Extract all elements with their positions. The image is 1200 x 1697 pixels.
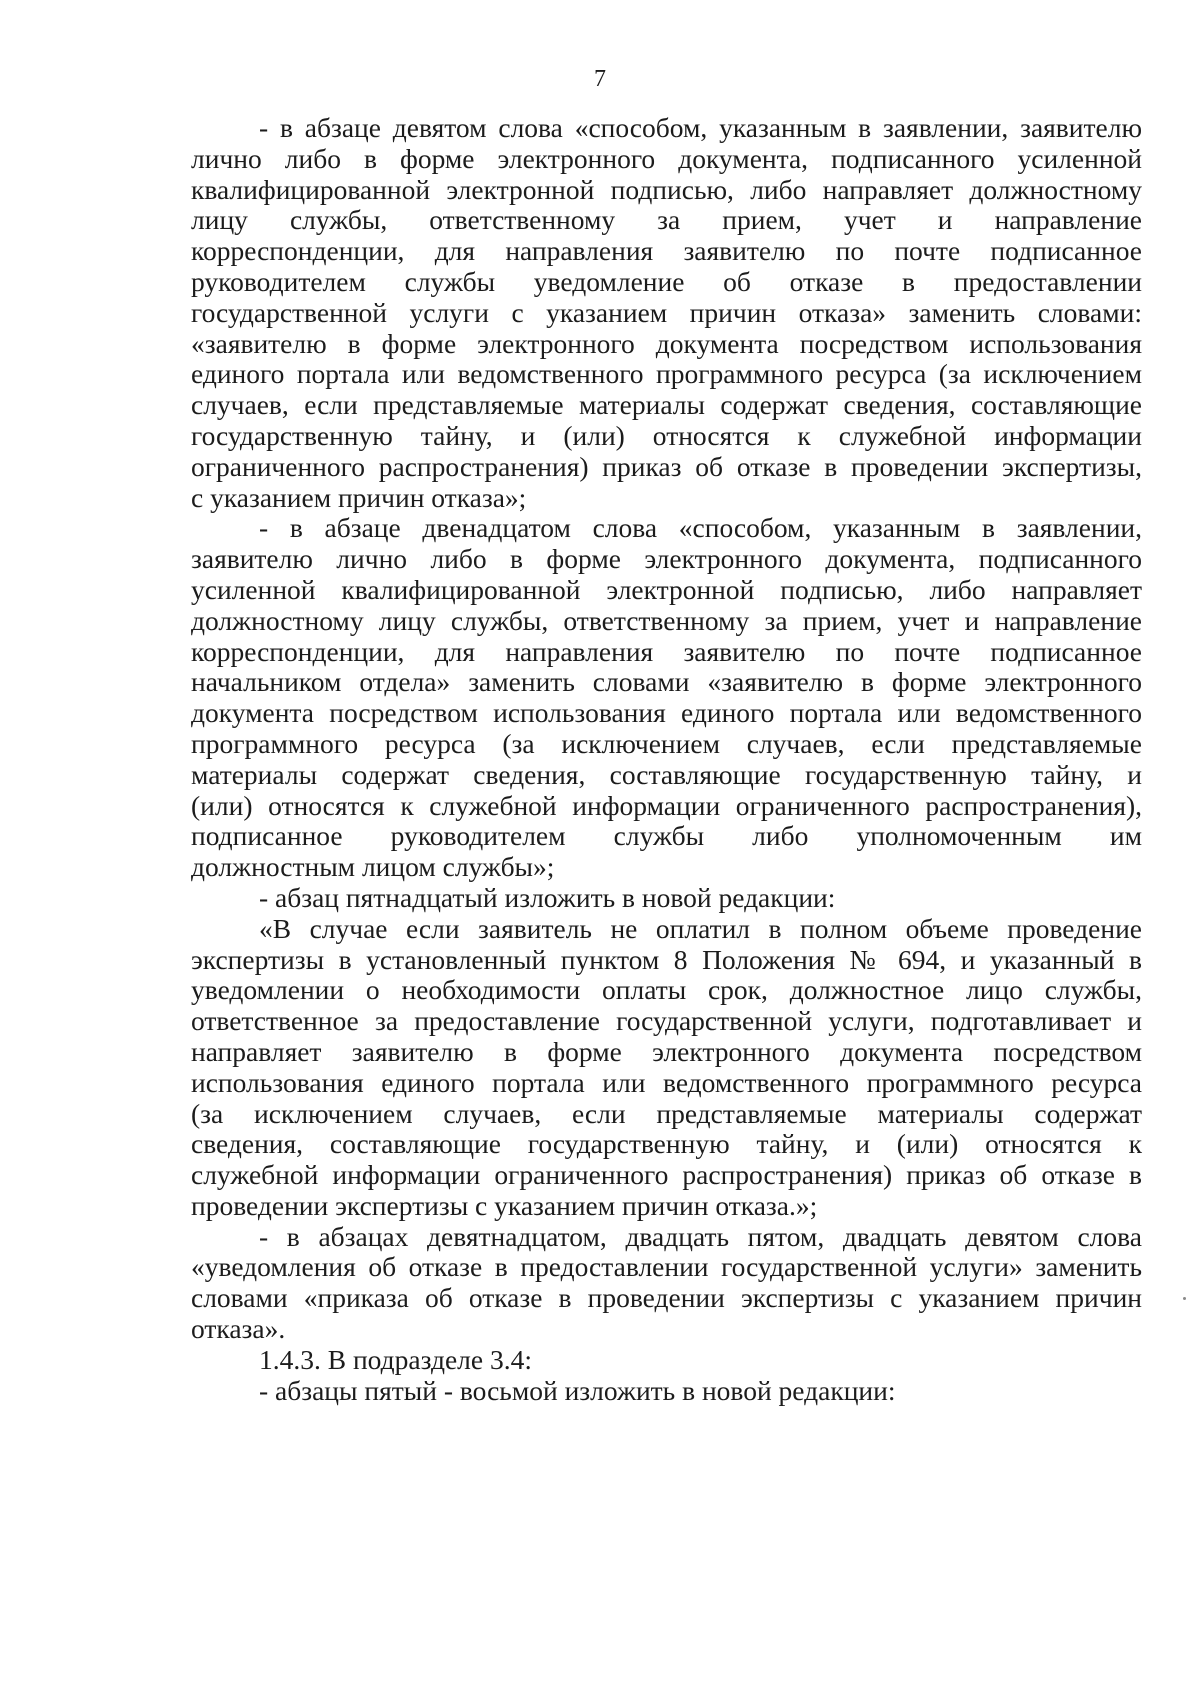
text-line: случаев, если представляемые материалы содержат сведения, составляющие xyxy=(191,389,1142,421)
text-line: программного ресурса (за исключением случаев, если представляемые xyxy=(191,727,1142,759)
text-line: начальником отдела» заменить словами «заявителю в форме электронного xyxy=(191,666,1142,698)
text-line: - в абзаце девятом слова «способом, указанным в заявлении, заявителю xyxy=(259,112,1142,143)
text-line: с указанием причин отказа»; xyxy=(191,481,527,513)
text-line: корреспонденции, для направления заявителю по почте подписанное xyxy=(191,235,1142,267)
scan-artifact-dot xyxy=(1183,1297,1186,1300)
text-line: (или) относятся к служебной информации ограниченного распространения), xyxy=(191,789,1142,821)
text-line: единого портала или ведомственного программного ресурса (за исключением xyxy=(191,358,1142,390)
text-line: ограниченного распространения) приказ об отказе в проведении экспертизы, xyxy=(191,450,1142,482)
text-line: руководителем службы уведомление об отказе в предоставлении xyxy=(191,265,1142,297)
text-line: экспертизы в установленный пунктом 8 Положения № 694, и указанный в xyxy=(191,943,1142,975)
text-line: усиленной квалифицированной электронной подписью, либо направляет xyxy=(191,573,1142,605)
text-line: (за исключением случаев, если представляемые материалы содержат xyxy=(191,1097,1142,1129)
text-line: ответственное за предоставление государственной услуги, подготавливает и xyxy=(191,1005,1142,1037)
text-line: уведомлении о необходимости оплаты срок, должностное лицо службы, xyxy=(191,974,1142,1006)
text-line: квалифицированной электронной подписью, либо направляет должностному xyxy=(191,173,1142,205)
text-line: «В случае если заявитель не оплатил в полном объеме проведение xyxy=(259,912,1142,944)
text-line: «уведомления об отказе в предоставлении государственной услуги» заменить xyxy=(191,1251,1142,1283)
text-line: государственную тайну, и (или) относятся к служебной информации xyxy=(191,419,1142,451)
text-line: заявителю лично либо в форме электронного документа, подписанного xyxy=(191,543,1142,575)
text-line: служебной информации ограниченного распространения) приказ об отказе в xyxy=(191,1159,1142,1191)
text-line: использования единого портала или ведомственного программного ресурса xyxy=(191,1066,1142,1098)
text-line: подписанное руководителем службы либо уполномоченным им xyxy=(191,820,1142,852)
text-line: лично либо в форме электронного документа, подписанного усиленной xyxy=(191,142,1142,174)
text-line: - абзац пятнадцатый изложить в новой редакции: xyxy=(259,881,836,913)
text-line: «заявителю в форме электронного документа посредством использования xyxy=(191,327,1142,359)
text-line: материалы содержат сведения, составляющие государственную тайну, и xyxy=(191,758,1142,790)
text-line: - абзацы пятый - восьмой изложить в новой редакции: xyxy=(259,1374,896,1406)
text-line: государственной услуги с указанием причин отказа» заменить словами: xyxy=(191,296,1142,328)
text-line: словами «приказа об отказе в проведении экспертизы с указанием причин xyxy=(191,1282,1142,1314)
page-number: 7 xyxy=(594,66,606,92)
text-line: документа посредством использования единого портала или ведомственного xyxy=(191,697,1142,729)
text-line: 1.4.3. В подразделе 3.4: xyxy=(259,1343,532,1375)
text-line: должностным лицом службы»; xyxy=(191,851,555,883)
text-line: отказа». xyxy=(191,1313,286,1345)
text-line: сведения, составляющие государственную тайну, и (или) относятся к xyxy=(191,1128,1142,1160)
text-line: лицу службы, ответственному за прием, учет и направление xyxy=(191,204,1142,236)
text-line: направляет заявителю в форме электронного документа посредством xyxy=(191,1035,1142,1067)
text-line: - в абзацах девятнадцатом, двадцать пятом, двадцать девятом слова xyxy=(259,1220,1142,1252)
text-line: проведении экспертизы с указанием причин отказа.»; xyxy=(191,1189,818,1221)
text-line: - в абзаце двенадцатом слова «способом, указанным в заявлении, xyxy=(259,512,1142,544)
document-body xyxy=(191,113,1142,1406)
text-line: корреспонденции, для направления заявителю по почте подписанное xyxy=(191,635,1142,667)
text-line: должностному лицу службы, ответственному за прием, учет и направление xyxy=(191,604,1142,636)
